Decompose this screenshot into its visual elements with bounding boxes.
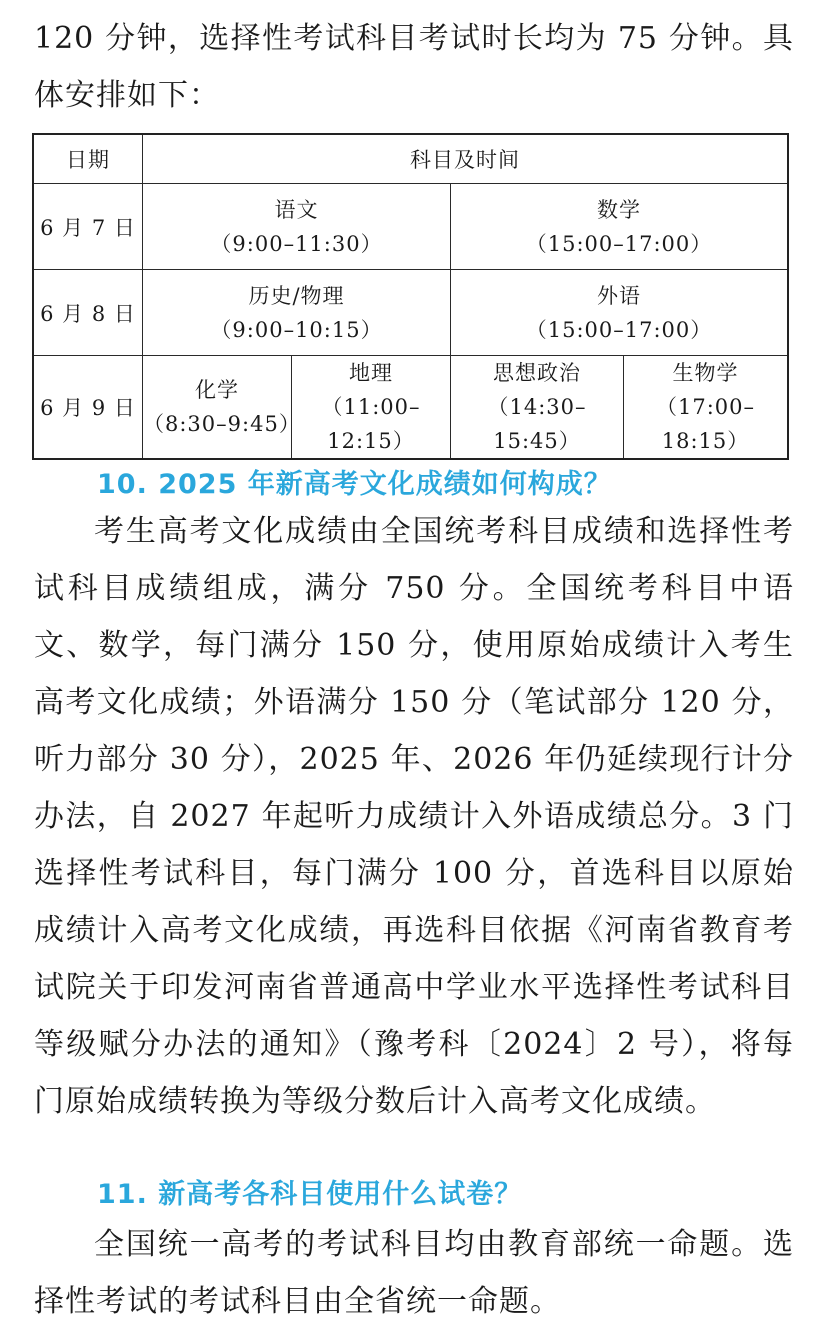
section-heading-q11: 11. 新高考各科目使用什么试卷？ [97, 1179, 523, 1210]
subject-cell [143, 270, 451, 356]
subject-cell [451, 270, 789, 356]
subject-time: （15:00–17:00） [525, 317, 713, 342]
section-heading-q10: 10. 2025 年新高考文化成绩如何构成？ [97, 469, 612, 500]
row-date: 6 月 9 日 [33, 356, 143, 460]
row-date: 6 月 8 日 [33, 270, 143, 356]
table-row [33, 270, 788, 356]
subject-cell [292, 356, 451, 460]
subject-name: 生物学 [672, 361, 739, 385]
table-header-row [33, 134, 788, 184]
subject-time: （9:00–10:15） [210, 317, 383, 342]
q11-paragraph: 全国统一高考的考试科目均由教育部统一命题。选择性考试的考试科目由全省统一命题。 [34, 1227, 794, 1319]
subject-cell [143, 356, 301, 460]
header-subjects: 科目及时间 [143, 134, 789, 184]
intro-paragraph: 120 分钟，选择性考试科目考试时长均为 75 分钟。具体安排如下： [34, 21, 794, 113]
subject-cell [624, 356, 789, 460]
subject-name: 化学 [195, 378, 239, 402]
subject-name: 语文 [274, 197, 319, 222]
subject-name: 数学 [597, 197, 641, 222]
table-row [33, 184, 788, 270]
subject-time: （15:00–17:00） [525, 231, 713, 256]
subject-cell [451, 356, 624, 460]
subject-cell [143, 184, 451, 270]
subject-name: 思想政治 [493, 361, 581, 385]
exam-schedule-table [32, 133, 789, 460]
row-date: 6 月 7 日 [33, 184, 143, 270]
table-row [33, 356, 788, 460]
subject-name: 地理 [349, 361, 393, 385]
subject-time: （14:30–15:45） [487, 395, 587, 453]
subject-cell [451, 184, 789, 270]
header-date: 日期 [33, 134, 143, 184]
subject-time: （8:30–9:45） [143, 412, 301, 436]
subject-time: （17:00–18:15） [655, 395, 756, 453]
subject-time: （9:00–11:30） [210, 231, 383, 256]
subject-name: 历史/物理 [248, 283, 345, 308]
subject-name: 外语 [597, 283, 641, 308]
subject-time: （11:00–12:15） [321, 395, 421, 453]
q10-paragraph: 考生高考文化成绩由全国统考科目成绩和选择性考试科目成绩组成，满分 750 分。全国统考科目中语文、数学，每门满分 150 分，使用原始成绩计入考生高考文化成绩；外语满分 150 分（笔试部分 120 分，听力部分 30 分），2025 年、2026 年仍延续现行计分办法，自 2027 年起听力成绩计入外语成绩总分。3 门选择性考试科目，每门满分 100 分，首选科目以原始成绩计入高考文化成绩，再选科目依据《河南省教育考试院关于印发河南省普通高中学业水平选择性考试科目等级赋分办法的通知》（豫考科〔2024〕2 号），将每门原始成绩转换为等级分数后计入高考文化成绩。 [34, 514, 794, 1119]
